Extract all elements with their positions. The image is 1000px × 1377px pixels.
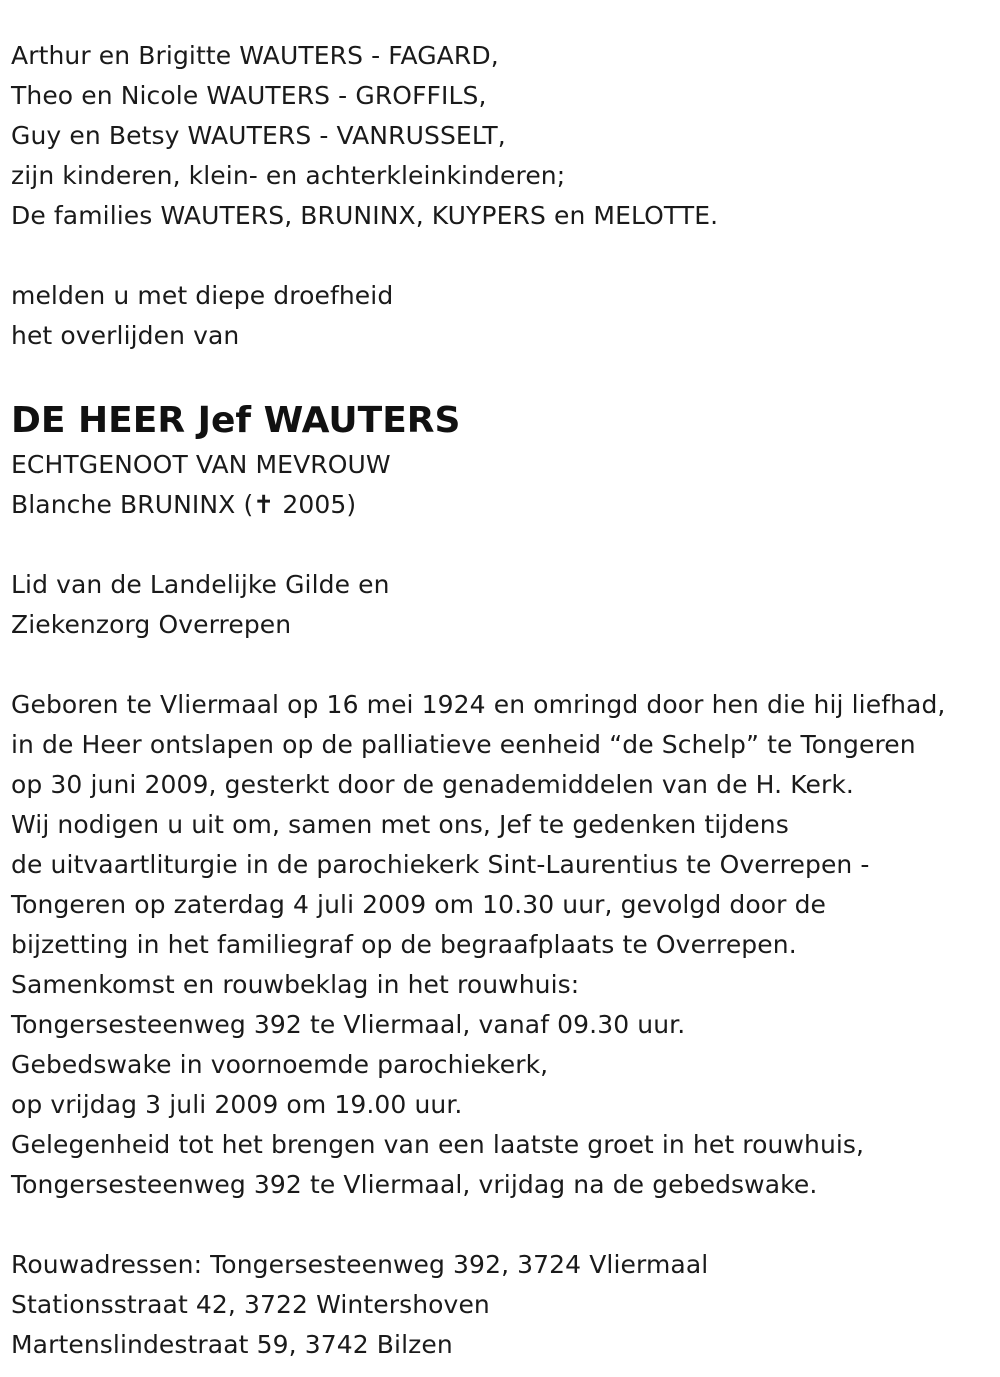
deceased-name: DE HEER Jef WAUTERS xyxy=(11,400,461,441)
spacer xyxy=(11,1205,996,1245)
details-line: Wij nodigen u uit om, samen met ons, Jef te gedenken tijdens xyxy=(11,810,789,839)
family-line: Guy en Betsy WAUTERS - VANRUSSELT, xyxy=(11,121,506,150)
family-block xyxy=(11,36,996,236)
membership-line: Lid van de Landelijke Gilde en xyxy=(11,570,390,599)
address-line: Martenslindestraat 59, 3742 Bilzen xyxy=(11,1330,453,1359)
deceased-block xyxy=(11,399,996,525)
details-line: Gelegenheid tot het brengen van een laatste groet in het rouwhuis, xyxy=(11,1130,865,1159)
family-line: De families WAUTERS, BRUNINX, KUYPERS en MELOTTE. xyxy=(11,201,719,230)
details-line: Tongersesteenweg 392 te Vliermaal, vrijdag na de gebedswake. xyxy=(11,1170,818,1199)
details-line: de uitvaartliturgie in de parochiekerk Sint-Laurentius te Overrepen - xyxy=(11,850,870,879)
address-line: Stationsstraat 42, 3722 Wintershoven xyxy=(11,1290,490,1319)
family-line: Arthur en Brigitte WAUTERS - FAGARD, xyxy=(11,41,499,70)
details-line: in de Heer ontslapen op de palliatieve eenheid “de Schelp” te Tongeren xyxy=(11,730,916,759)
spouse-line: ECHTGENOOT VAN MEVROUW xyxy=(11,450,391,479)
spacer xyxy=(11,236,996,276)
obituary-notice xyxy=(11,36,996,1365)
family-line: zijn kinderen, klein- en achterkleinkinderen; xyxy=(11,161,566,190)
membership-line: Ziekenzorg Overrepen xyxy=(11,610,292,639)
announcement-block xyxy=(11,276,996,356)
details-line: Tongeren op zaterdag 4 juli 2009 om 10.30 uur, gevolgd door de xyxy=(11,890,827,919)
details-line: Samenkomst en rouwbeklag in het rouwhuis: xyxy=(11,970,580,999)
details-line: Geboren te Vliermaal op 16 mei 1924 en omringd door hen die hij liefhad, xyxy=(11,690,946,719)
details-line: bijzetting in het familiegraf op de begraafplaats te Overrepen. xyxy=(11,930,797,959)
address-line: Rouwadressen: Tongersesteenweg 392, 3724 Vliermaal xyxy=(11,1250,709,1279)
spacer xyxy=(11,525,996,565)
spacer xyxy=(11,356,996,399)
details-line: op vrijdag 3 juli 2009 om 19.00 uur. xyxy=(11,1090,463,1119)
details-line: op 30 juni 2009, gesterkt door de genademiddelen van de H. Kerk. xyxy=(11,770,854,799)
announcement-line: het overlijden van xyxy=(11,321,240,350)
spacer xyxy=(11,645,996,685)
addresses-block xyxy=(11,1245,996,1365)
details-line: Tongersesteenweg 392 te Vliermaal, vanaf 09.30 uur. xyxy=(11,1010,686,1039)
announcement-line: melden u met diepe droefheid xyxy=(11,281,394,310)
family-line: Theo en Nicole WAUTERS - GROFFILS, xyxy=(11,81,487,110)
spouse-line: Blanche BRUNINX (✝ 2005) xyxy=(11,490,357,519)
details-block xyxy=(11,685,996,1205)
membership-block xyxy=(11,565,996,645)
details-line: Gebedswake in voornoemde parochiekerk, xyxy=(11,1050,549,1079)
